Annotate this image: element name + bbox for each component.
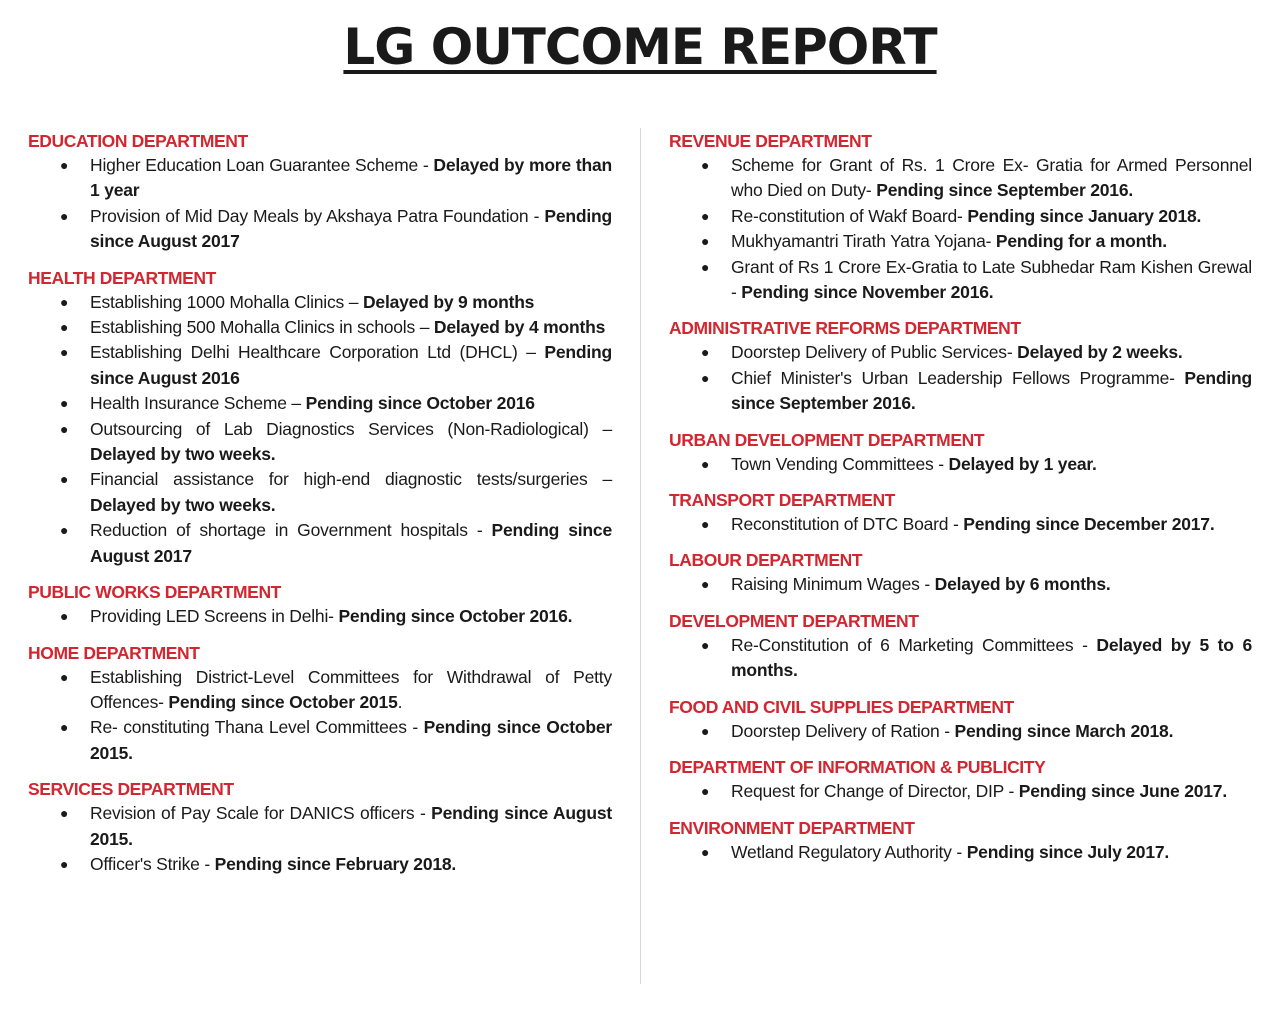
- list-item: [669, 452, 1252, 477]
- item-text: Re-Constitution of 6 Marketing Committees -: [731, 634, 1097, 655]
- item-status: Pending since October 2015.: [90, 717, 612, 763]
- item-status: Pending since January 2018.: [967, 205, 1202, 226]
- bullet-icon: ●: [60, 157, 69, 173]
- item-list: [669, 153, 1252, 305]
- department-environment-department: [669, 817, 1252, 865]
- list-item: [28, 852, 612, 877]
- item-status: Pending since July 2017.: [966, 841, 1170, 862]
- bullet-icon: ●: [701, 369, 710, 386]
- item-list: [669, 572, 1252, 597]
- department-heading: DEVELOPMENT DEPARTMENT: [669, 610, 919, 631]
- item-text: Wetland Regulatory Authority -: [731, 841, 967, 862]
- bullet-icon: ●: [701, 636, 710, 653]
- item-text: Doorstep Delivery of Ration -: [731, 720, 955, 741]
- item-list: [28, 290, 612, 569]
- item-status: Pending since September 2016.: [876, 180, 1134, 201]
- item-status: Pending since August 2017: [90, 520, 612, 566]
- item-list: [669, 512, 1252, 537]
- item-status: Pending since August 2015.: [90, 803, 612, 849]
- item-list: [28, 604, 612, 629]
- item-text: Reconstitution of DTC Board -: [731, 514, 964, 535]
- department-heading: TRANSPORT DEPARTMENT: [669, 490, 895, 511]
- list-item: [28, 715, 612, 766]
- list-item: [669, 719, 1252, 744]
- list-item: [669, 779, 1252, 804]
- department-heading: SERVICES DEPARTMENT: [28, 779, 234, 800]
- department-labour-department: [669, 549, 1252, 597]
- item-text: Re- constituting Thana Level Committees -: [90, 717, 424, 738]
- left-column: [28, 130, 612, 889]
- item-list: [28, 801, 612, 877]
- item-text: Doorstep Delivery of Public Services-: [731, 342, 1018, 363]
- item-text: Raising Minimum Wages -: [731, 574, 935, 595]
- list-item: [28, 518, 612, 569]
- bullet-icon: ●: [701, 344, 710, 361]
- report-title: LG OUTCOME REPORT: [343, 18, 937, 76]
- list-item: [669, 633, 1252, 684]
- item-text: Officer's Strike -: [90, 853, 215, 874]
- bullet-icon: ●: [60, 207, 69, 224]
- item-status: Pending since August 2017: [90, 205, 612, 252]
- item-status: Pending since October 2016.: [338, 606, 573, 627]
- bullet-icon: ●: [701, 157, 710, 173]
- list-item: [28, 467, 612, 518]
- department-urban-development-department: [669, 429, 1252, 477]
- item-text: Financial assistance for high-end diagnostic tests/surgeries –: [90, 469, 612, 490]
- item-text: Re-constitution of Wakf Board-: [731, 205, 968, 226]
- item-text: Scheme for Grant of Rs. 1 Crore Ex- Gratia for Armed Personnel who Died on Duty-: [731, 155, 1252, 201]
- item-status: Pending since October 2015: [168, 691, 398, 712]
- item-text: Establishing 1000 Mohalla Clinics –: [90, 291, 363, 312]
- item-status: Pending since October 2016: [305, 393, 535, 414]
- list-item: [669, 840, 1252, 865]
- item-status: Pending since September 2016.: [731, 367, 1252, 414]
- bullet-icon: ●: [60, 805, 69, 822]
- item-text: Request for Change of Director, DIP -: [731, 781, 1019, 802]
- department-development-department: [669, 610, 1252, 684]
- department-heading: ADMINISTRATIVE REFORMS DEPARTMENT: [669, 318, 1021, 339]
- list-item: [669, 229, 1252, 254]
- item-status: Delayed by 9 months: [362, 291, 535, 312]
- item-list: [28, 153, 612, 255]
- item-list: [669, 340, 1252, 416]
- bullet-icon: ●: [60, 344, 69, 361]
- item-status: Delayed by more than 1 year: [90, 155, 612, 201]
- item-status: Pending since November 2016.: [741, 282, 994, 303]
- bullet-icon: ●: [60, 395, 69, 412]
- item-status: Pending since August 2016: [90, 342, 612, 388]
- department-home-department: [28, 642, 612, 767]
- department-heading: DEPARTMENT OF INFORMATION & PUBLICITY: [669, 757, 1046, 778]
- item-list: [669, 779, 1252, 804]
- item-text: Reduction of shortage in Government hospitals -: [90, 520, 492, 541]
- department-heading: FOOD AND CIVIL SUPPLIES DEPARTMENT: [669, 696, 1014, 717]
- item-text: Outsourcing of Lab Diagnostics Services (Non-Radiological) –: [90, 418, 612, 439]
- item-list: [669, 452, 1252, 477]
- department-transport-department: [669, 489, 1252, 537]
- list-item: [669, 255, 1252, 306]
- item-status: Delayed by two weeks.: [90, 494, 276, 515]
- department-heading: ENVIRONMENT DEPARTMENT: [669, 817, 915, 838]
- bullet-icon: ●: [701, 207, 710, 224]
- bullet-icon: ●: [701, 258, 710, 275]
- list-item: [28, 290, 612, 315]
- list-item: [28, 391, 612, 416]
- bullet-icon: ●: [701, 576, 710, 593]
- item-status: Delayed by 4 months: [433, 317, 606, 338]
- bullet-icon: ●: [701, 722, 710, 739]
- item-status: Pending since June 2017.: [1018, 781, 1227, 802]
- bullet-icon: ●: [60, 420, 69, 437]
- item-text: Higher Education Loan Guarantee Scheme -: [90, 155, 434, 175]
- item-status: Delayed by 2 weeks.: [1017, 342, 1183, 363]
- department-heading: PUBLIC WORKS DEPARTMENT: [28, 582, 281, 603]
- right-column: [669, 130, 1252, 877]
- item-status: Pending since March 2018.: [954, 720, 1174, 741]
- department-public-works-department: [28, 581, 612, 629]
- department-food-and-civil-supplies-department: [669, 696, 1252, 744]
- department-education-department: [28, 130, 612, 255]
- item-text: Grant of Rs 1 Crore Ex-Gratia to Late Subhedar Ram Kishen Grewal -: [731, 256, 1252, 303]
- bullet-icon: ●: [60, 522, 69, 539]
- list-item: [28, 340, 612, 391]
- item-status: Pending since February 2018.: [214, 853, 457, 874]
- department-department-of-information-publicity: [669, 756, 1252, 804]
- list-item: [669, 153, 1252, 204]
- list-item: [28, 204, 612, 255]
- column-divider: [640, 128, 641, 984]
- item-text: Establishing Delhi Healthcare Corporation Ltd (DHCL) –: [90, 342, 545, 363]
- list-item: [28, 417, 612, 468]
- bullet-icon: ●: [701, 783, 710, 800]
- list-item: [669, 572, 1252, 597]
- list-item: [669, 340, 1252, 365]
- bullet-icon: ●: [701, 843, 710, 860]
- item-list: [669, 633, 1252, 684]
- department-heading: LABOUR DEPARTMENT: [669, 550, 863, 571]
- item-text: Health Insurance Scheme –: [90, 393, 306, 414]
- bullet-icon: ●: [60, 668, 69, 685]
- item-status: Pending since December 2017.: [963, 514, 1215, 535]
- item-text: Town Vending Committees -: [731, 453, 949, 474]
- item-list: [28, 665, 612, 767]
- list-item: [28, 604, 612, 629]
- report-title-wrap: [0, 18, 1280, 76]
- bullet-icon: ●: [701, 233, 710, 250]
- list-item: [669, 512, 1252, 537]
- item-status: Pending for a month.: [995, 231, 1167, 252]
- department-administrative-reforms-department: [669, 317, 1252, 416]
- list-item: [28, 153, 612, 204]
- bullet-icon: ●: [60, 608, 69, 625]
- bullet-icon: ●: [701, 455, 710, 472]
- department-heading: HOME DEPARTMENT: [28, 642, 200, 663]
- item-text: Providing LED Screens in Delhi-: [90, 606, 339, 627]
- item-status: Delayed by 5 to 6 months.: [731, 634, 1252, 681]
- list-item: [28, 665, 612, 716]
- item-text: Provision of Mid Day Meals by Akshaya Patra Foundation -: [90, 205, 545, 226]
- department-services-department: [28, 778, 612, 877]
- item-list: [669, 719, 1252, 744]
- bullet-icon: ●: [701, 516, 710, 533]
- list-item: [28, 801, 612, 852]
- department-heading: EDUCATION DEPARTMENT: [28, 131, 248, 151]
- item-list: [669, 840, 1252, 865]
- item-status: Delayed by two weeks.: [90, 444, 276, 465]
- item-tail: .: [397, 691, 403, 712]
- department-heading: REVENUE DEPARTMENT: [669, 131, 872, 151]
- bullet-icon: ●: [60, 293, 69, 310]
- item-text: Establishing 500 Mohalla Clinics in schools –: [90, 317, 434, 338]
- bullet-icon: ●: [60, 319, 69, 336]
- item-text: Revision of Pay Scale for DANICS officers -: [90, 803, 432, 824]
- bullet-icon: ●: [60, 855, 69, 872]
- item-text: Chief Minister's Urban Leadership Fellows Programme-: [731, 367, 1185, 388]
- bullet-icon: ●: [60, 719, 69, 736]
- item-text: Mukhyamantri Tirath Yatra Yojana-: [731, 231, 996, 252]
- department-health-department: [28, 267, 612, 569]
- item-status: Delayed by 1 year.: [948, 453, 1097, 474]
- list-item: [669, 366, 1252, 417]
- department-revenue-department: [669, 130, 1252, 305]
- department-heading: URBAN DEVELOPMENT DEPARTMENT: [669, 429, 985, 450]
- item-status: Delayed by 6 months.: [934, 574, 1111, 595]
- bullet-icon: ●: [60, 471, 69, 488]
- list-item: [669, 204, 1252, 229]
- department-heading: HEALTH DEPARTMENT: [28, 267, 216, 288]
- list-item: [28, 315, 612, 340]
- item-text: Establishing District-Level Committees for Withdrawal of Petty Offences-: [90, 666, 612, 712]
